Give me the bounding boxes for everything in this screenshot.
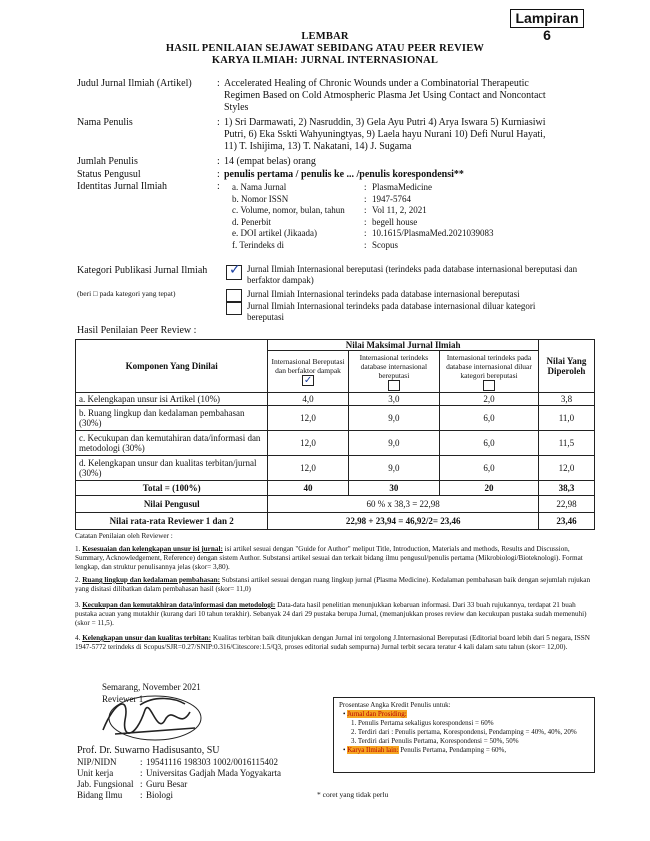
penulis-line1: 1) Sri Darmawati, 2) Nasruddin, 3) Gela Ayu Putri 4) Arya Iswara 5) Kurniasiwi	[224, 117, 546, 128]
identitas-value: Scopus	[372, 239, 399, 250]
row-name: c. Kecukupan dan kemutahiran data/informasi dan metodologi (30%)	[76, 431, 268, 456]
persentase-s2: Karya Ilmiah lain:	[347, 746, 399, 754]
total-row	[76, 481, 595, 496]
reviewer-field-value: 19541116 198303 1002/0016115402	[146, 757, 278, 767]
row-value: 12,0	[538, 456, 594, 481]
persentase-s1: Jurnal dan Prosiding:	[347, 710, 407, 718]
col1-header	[268, 351, 348, 393]
sign-place: Semarang, November 2021	[102, 682, 201, 692]
persentase-box: Prosentase Angka Kredit Penulis untuk: • Jurnal dan Prosiding: 1. Penulis Pertama sekaligus korespondensi = 60% 2. Terdiri dari : Penulis pertama, Korespondensi, Pendamping = 40%, 40%, 20% 3. Terdiri dari Penulis Pertama, Korespondensi = 50%, 50% • Karya Ilmiah lain: Penulis Pertama, Pendamping = 60%,	[333, 697, 595, 773]
persentase-item: 1. Penulis Pertama sekaligus korespondensi = 60%	[351, 719, 494, 727]
hasil-label: Hasil Penilaian Peer Review :	[77, 325, 197, 336]
row-c3: 6,0	[440, 406, 539, 431]
reviewer-field-key: Bidang Ilmu	[77, 790, 123, 800]
identitas-key: d. Penerbit	[232, 216, 271, 227]
kategori-label: Kategori Publikasi Jurnal Ilmiah	[77, 265, 208, 276]
total-c2: 30	[348, 481, 439, 496]
status-value: penulis pertama / penulis ke ... /penulis korespondensi**	[224, 169, 464, 180]
col2-checkbox[interactable]	[388, 380, 400, 391]
row-c1: 12,0	[268, 456, 348, 481]
judul-label: Judul Jurnal Ilmiah (Artikel)	[77, 78, 192, 89]
persentase-item: 3. Terdiri dari Penulis Pertama, Korespondensi = 50%, 50%	[351, 737, 519, 745]
row-name: d. Kelengkapan unsur dan kualitas terbitan/jurnal (30%)	[76, 456, 268, 481]
judul-line3: Styles	[224, 102, 249, 113]
note-item: 3. Kecukupan dan kemutakhiran data/informasi dan metodologi: Data-data hasil penelitian menunjukkan kebaruan informasi. Dari 33 buah rujukannya, terdapat 21 buah pustaka acuan yang mutakhir (kurang dari 10 tahun terakhir). Sebanyak 24 dari 29 pustaka berupa Jurnal, (memanjukkan proses review dan kecukupan pustaka sudah memenuhi) (skor = 11,5).	[75, 601, 587, 627]
kategori-option-2: Jurnal Ilmiah Internasional terindeks pada database internasional bereputasi	[247, 289, 520, 299]
kategori-option-3: Jurnal Ilmiah Internasional terindeks pada database internasional diluar kategori bereputasi	[247, 301, 536, 322]
pengusul-name: Nilai Pengusul	[76, 496, 268, 513]
col1-checkbox[interactable]: ✓	[303, 375, 313, 386]
identitas-colon: :	[364, 216, 367, 227]
persentase-s2-rest: Penulis Pertama, Pendamping = 60%,	[398, 746, 507, 754]
row-c3: 6,0	[440, 456, 539, 481]
reviewer-field-key: Jab. Fungsional	[77, 779, 134, 789]
kategori-note: (beri □ pada kategori yang tepat)	[77, 289, 176, 298]
identitas-value: Vol 11, 2, 2021	[372, 205, 427, 215]
identitas-colon: :	[364, 228, 367, 238]
total-value: 38,3	[538, 481, 594, 496]
note-head: Kesesuaian dan kelengkapan unsur isi jurnal:	[82, 545, 223, 553]
row-c3: 6,0	[440, 431, 539, 456]
reviewer-name: Prof. Dr. Suwarno Hadisusanto, SU	[77, 745, 220, 756]
reviewer-field-key: NIP/NIDN	[77, 757, 117, 767]
rata-value: 23,46	[538, 513, 594, 530]
reviewer-field-colon: :	[140, 757, 143, 767]
row-value: 11,5	[538, 431, 594, 456]
row-name: b. Ruang lingkup dan kedalaman pembahasan (30%)	[76, 406, 268, 431]
status-label: Status Pengusul	[77, 169, 141, 180]
identitas-value: begell house	[372, 216, 418, 227]
col2-header-text: Internasional terindeks database internasional bereputasi	[359, 352, 429, 380]
note-head: Kelengkapan unsur dan kualitas terbitan:	[82, 634, 212, 642]
penulis-line2: Putri, 6) Eka Sskti Wahyuningtyas, 9) Laela hayu Nurani 10) Defi Nurul Hayati,	[224, 129, 546, 140]
row-value: 11,0	[538, 406, 594, 431]
title-line2: HASIL PENILAIAN SEJAWAT SEBIDANG ATAU PEER REVIEW	[165, 43, 485, 54]
rata-row	[76, 513, 595, 530]
reviewer-field-colon: :	[140, 779, 143, 789]
col2-header	[348, 351, 439, 393]
identitas-key: e. DOI artikel (Jikaada)	[232, 228, 317, 238]
table-row	[76, 406, 595, 431]
col3-header-text: Internasional terindeks pada database internasional diluar kategori bereputasi	[446, 352, 532, 380]
identitas-key: a. Nama Jurnal	[232, 182, 287, 192]
note-body: isi artikel sesuai dengan "Guide for Author" meliput Title, Introduction, Materials and methods, Results and Discussion, Summary, Acknowledgement, Reference) dengan sistem Author. Substansi artikel sesuai dan terkait bidang ilmu pengusul/penulis pertama (Mikrobiologi/Bioteknologi). Format lengkap, dan struktur penulisannya jelas (skor= 3,80).	[75, 545, 583, 571]
col1-header-text: Internasional Bereputasi dan berfaktor dampak	[271, 357, 345, 375]
col3-checkbox[interactable]	[483, 380, 495, 391]
note-head: Kecukupan dan kemutakhiran data/informasi dan metodologi:	[82, 601, 276, 609]
identitas-key: c. Volume, nomor, bulan, tahun	[232, 205, 345, 215]
kategori-option-1: Jurnal Ilmiah Internasional bereputasi (terindeks pada database internasional bereputasi dan berfaktor dampak)	[247, 264, 578, 285]
title-line3: KARYA ILMIAH: JURNAL INTERNASIONAL	[211, 55, 439, 66]
row-name: a. Kelengkapan unsur isi Artikel (10%)	[76, 393, 268, 406]
identitas-colon: :	[364, 182, 367, 192]
identitas-key: f. Terindeks di	[232, 239, 284, 250]
jumlah-value: 14 (empat belas) orang	[224, 156, 316, 167]
kategori-checkbox-1[interactable]	[226, 262, 242, 280]
kategori-checkbox-3[interactable]	[226, 302, 242, 315]
total-c3: 20	[440, 481, 539, 496]
note-body: Data-data hasil penelitian menunjukkan kebaruan informasi. Dari 33 buah rujukannya, terdapat 21 buah pustaka acuan yang mutakhir (kurang dari 10 tahun terakhir). Sebanyak 24 dari 29 pustaka berupa Jurnal, (memanjukkan proses review dan kecukupan pustaka sudah memenuhi) (skor = 11,5).	[75, 601, 587, 627]
note-body: Substansi artikel sesuai dengan ruang lingkup jurnal (Plasma Medicine). Kedalaman pembahasan baik dengan sejumlah rujukan yang disitasi dilibatkan dalam pembahasan hasil (skor= 11,0)	[75, 576, 591, 593]
note-body: Kualitas terbitan baik ditunjukkan dengan Jurnal ini tergolong J.Internasional Bereputasi (Editorial board lebih dari 5 negara, ISSN 1947-5772 terindeks di Scopus/SJR=0.27/SNIP:0.316/Citescore:1.5/Q3, proses editorial sudah sempurna) Jurnal terbit secara teratur 4 kali dalam satu tahun (skor= 12,00).	[75, 634, 590, 651]
reviewer-field-colon: :	[140, 768, 143, 778]
note-head: Ruang lingkup dan kedalaman pembahasan:	[82, 576, 220, 584]
reviewer-field-value: Biologi	[146, 790, 174, 800]
identitas-label: Identitas Jurnal Ilmiah	[77, 181, 167, 192]
judul-line1: Accelerated Healing of Chronic Wounds under a Combinatorial Therapeutic	[224, 78, 529, 89]
row-c1: 4,0	[268, 393, 348, 406]
identitas-value: 1947-5764	[372, 193, 411, 204]
total-c1: 40	[268, 481, 348, 496]
rata-name: Nilai rata-rata Reviewer 1 dan 2	[76, 513, 268, 530]
penulis-line3: 11) T. Ishijima, 13) T. Nakatani, 14) J. Sugama	[224, 141, 412, 152]
kategori-checkbox-2[interactable]	[226, 289, 242, 302]
check-icon: ✓	[229, 262, 241, 278]
signature-image	[95, 690, 205, 748]
reviewer-field-value: Guru Besar	[146, 779, 188, 789]
note-item: 1. Kesesuaian dan kelengkapan unsur isi jurnal: isi artikel sesuai dengan "Guide for Author" meliput Title, Introduction, Materials and methods, Results and Discussion, Summary, Acknowledgement, Reference) dengan sistem Author. Substansi artikel sesuai dan terkait bidang ilmu pengusul/penulis pertama (Mikrobiologi/Bioteknologi). Format lengkap, dan struktur penulisannya jelas (skor= 3,80).	[75, 545, 583, 571]
reviewer-field-key: Unit kerja	[77, 768, 114, 778]
table-row	[76, 431, 595, 456]
row-c2: 3,0	[348, 393, 439, 406]
table-row	[76, 456, 595, 481]
identitas-colon: :	[364, 193, 367, 204]
reviewer-field-value: Universitas Gadjah Mada Yogyakarta	[146, 768, 281, 778]
persentase-item: 2. Terdiri dari : Penulis pertama, Korespondensi, Pendamping = 40%, 40%, 20%	[351, 728, 577, 736]
coret-note: * coret yang tidak perlu	[317, 790, 389, 799]
jumlah-label: Jumlah Penulis	[77, 156, 138, 167]
table-row	[76, 393, 595, 406]
col3-header	[440, 351, 539, 393]
persentase-head: Prosentase Angka Kredit Penulis untuk:	[339, 701, 451, 709]
nilai-max-header: Nilai Maksimal Jurnal Ilmiah	[268, 340, 538, 351]
row-c3: 2,0	[440, 393, 539, 406]
rata-calc: 22,98 + 23,94 = 46,92/2= 23,46	[268, 513, 538, 530]
total-name: Total = (100%)	[76, 481, 268, 496]
pengusul-calc: 60 % x 38,3 = 22,98	[268, 496, 538, 513]
row-c1: 12,0	[268, 406, 348, 431]
pengusul-row	[76, 496, 595, 513]
judul-line2: Regimen Based on Cold Atmospheric Plasma Jet Using Contact and Noncontact	[224, 90, 546, 101]
lampiran-label: Lampiran 6	[510, 9, 584, 28]
penulis-label: Nama Penulis	[77, 117, 133, 128]
identitas-key: b. Nomor ISSN	[232, 193, 289, 204]
row-c2: 9,0	[348, 456, 439, 481]
komponen-header: Komponen Yang Dinilai	[76, 340, 268, 393]
catatan-label: Catatan Penilaian oleh Reviewer :	[75, 532, 173, 540]
score-table	[75, 339, 595, 530]
sign-role: Reviewer 1	[102, 694, 144, 704]
identitas-colon: :	[364, 239, 367, 250]
row-c1: 12,0	[268, 431, 348, 456]
row-c2: 9,0	[348, 431, 439, 456]
title-line1: LEMBAR	[301, 31, 349, 42]
identitas-value: 10.1615/PlasmaMed.2021039083	[372, 228, 494, 238]
reviewer-field-colon: :	[140, 790, 143, 800]
note-item: 4. Kelengkapan unsur dan kualitas terbitan: Kualitas terbitan baik ditunjukkan dengan Jurnal ini tergolong J.Internasional Bereputasi (Editorial board lebih dari 5 negara, ISSN 1947-5772 terindeks di Scopus/SJR=0.27/SNIP:0.316/Citescore:1.5/Q3, proses editorial sudah sempurna) Jurnal terbit secara teratur 4 kali dalam satu tahun (skor= 12,00).	[75, 634, 590, 651]
identitas-colon: :	[364, 205, 367, 215]
note-item: 2. Ruang lingkup dan kedalaman pembahasan: Substansi artikel sesuai dengan ruang lingkup jurnal (Plasma Medicine). Kedalaman pembahasan baik dengan sejumlah rujukan yang disitasi dilibatkan dalam pembahasan hasil (skor= 11,0)	[75, 576, 591, 593]
row-c2: 9,0	[348, 406, 439, 431]
row-value: 3,8	[538, 393, 594, 406]
pengusul-value: 22,98	[538, 496, 594, 513]
identitas-value: PlasmaMedicine	[372, 182, 432, 192]
nilai-yang-header: Nilai Yang Diperoleh	[538, 340, 594, 393]
